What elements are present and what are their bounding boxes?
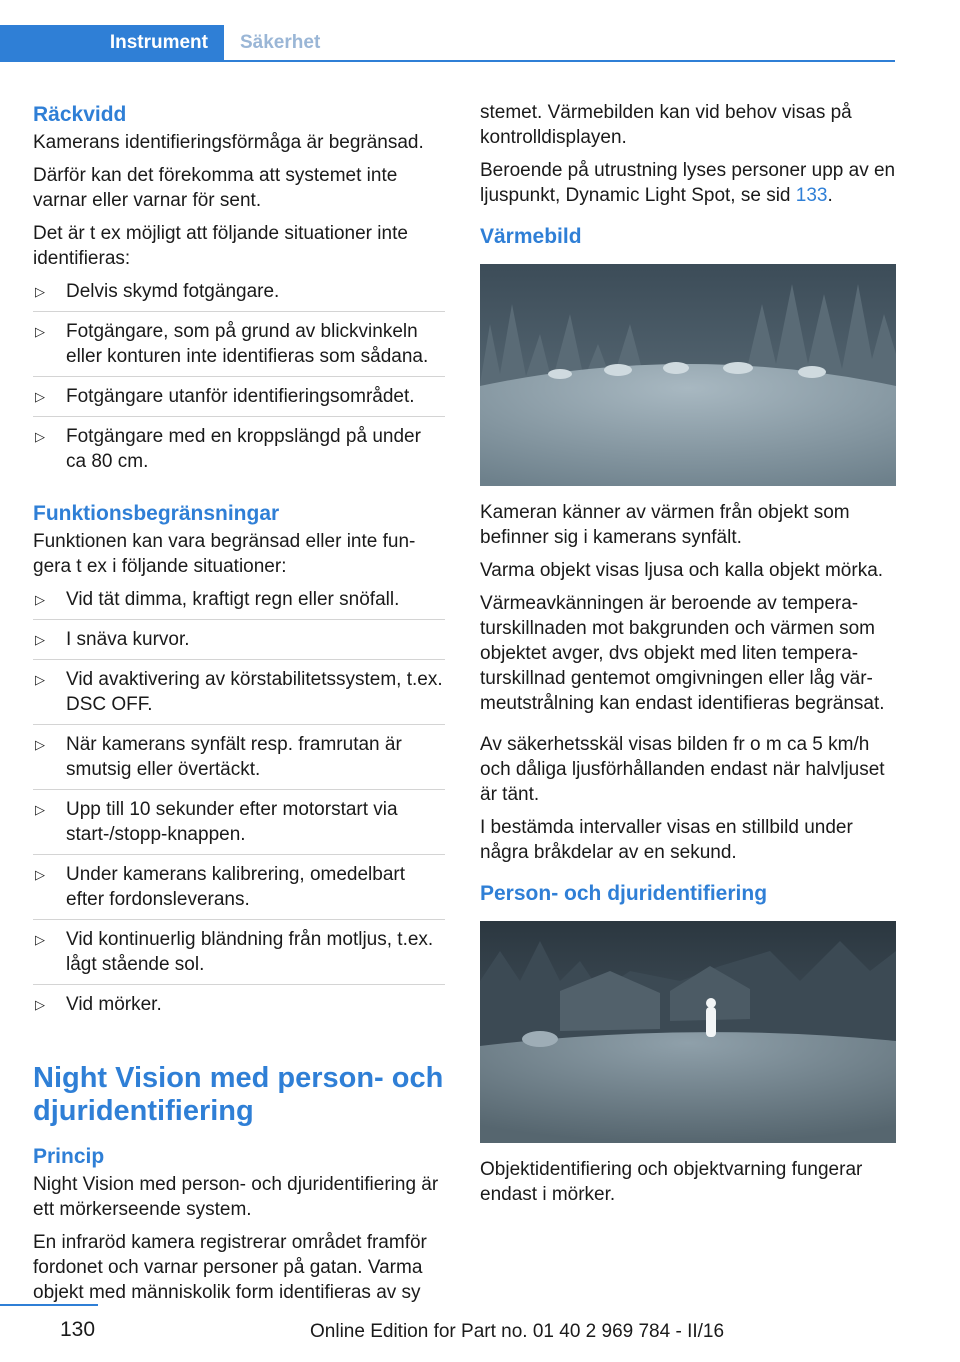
section-title: Night Vision med person- och djuridentifiering — [33, 1062, 444, 1127]
heading-limits: Funktionsbegränsningar — [33, 502, 280, 525]
tab-instrument[interactable] — [0, 25, 224, 61]
thermal-image-animals — [480, 264, 896, 486]
footer-divider — [0, 1304, 98, 1306]
list-item: ▷ När kamerans synfält resp. framrutan är smutsig eller övertäckt. — [33, 732, 445, 790]
triangle-bullet-icon: ▷ — [35, 997, 45, 1012]
thermal-image-pedestrian — [480, 921, 896, 1143]
triangle-bullet-icon: ▷ — [35, 867, 45, 882]
list-item: ▷ Vid avaktivering av körstabilitetssystem, t.ex. DSC OFF. — [33, 667, 445, 725]
heading-detection: Person- och djuridentifiering — [480, 882, 768, 905]
page-number: 130 — [60, 1318, 96, 1341]
list-unidentified — [33, 279, 445, 481]
paragraph: Av säkerhetsskäl visas bilden fr o m ca 5 km/h och dåliga ljusförhållanden endast när halvljuset är tänt. — [480, 734, 885, 805]
heading-thermal: Värmebild — [480, 225, 582, 248]
paragraph: Beroende på utrustning lyses personer upp av en ljuspunkt, Dynamic Light Spot, se sid 133. — [480, 160, 896, 206]
list-item: ▷ I snäva kurvor. — [33, 627, 445, 660]
paragraph: I bestämda intervaller visas en stillbild under några bråkdelar av en sekund. — [480, 817, 853, 863]
tab-instrument-label: Instrument — [109, 32, 208, 53]
list-item: ▷ Fotgängare utanför identifieringsområdet. — [33, 384, 445, 417]
paragraph: Kamerans identifieringsförmåga är begränsad. — [33, 132, 424, 153]
tab-sakerhet[interactable] — [224, 25, 320, 61]
triangle-bullet-icon: ▷ — [35, 632, 45, 647]
list-item: ▷ Upp till 10 sekunder efter motorstart via start-/stopp-knappen. — [33, 797, 445, 855]
edition-footer: Online Edition for Part no. 01 40 2 969 784 - II/16 — [310, 1321, 725, 1342]
list-item: ▷ Under kamerans kalibrering, omedelbart efter fordonsleverans. — [33, 862, 445, 920]
left-column — [33, 100, 445, 1313]
paragraph: Värmeavkänningen är beroende av temperaturskillnaden mot bakgrunden och värmen som objektet avger, dvs objekt med liten temperaturskillnad gentemot omgivningen eller låg värmeutstrålning kan endast identifieras begränsat. — [480, 593, 885, 714]
paragraph: Funktionen kan vara begränsad eller inte fungera t ex i följande situationer: — [33, 531, 416, 577]
triangle-bullet-icon: ▷ — [35, 672, 45, 687]
page-link[interactable]: 133 — [795, 185, 828, 206]
list-item: ▷ Delvis skymd fotgängare. — [33, 279, 445, 312]
triangle-bullet-icon: ▷ — [35, 284, 45, 299]
triangle-bullet-icon: ▷ — [35, 389, 45, 404]
paragraph: Därför kan det förekomma att systemet inte varnar eller varnar för sent. — [33, 165, 398, 211]
tab-sakerhet-label: Säkerhet — [240, 32, 321, 53]
list-limitations — [33, 587, 445, 1024]
heading-range: Räckvidd — [33, 103, 127, 126]
paragraph: En infraröd kamera registrerar området framför fordonet och varnar personer på gatan. Varma objekt med människolik form identifieras av sy — [33, 1232, 427, 1303]
header-divider — [0, 60, 895, 62]
paragraph: Kameran känner av värmen från objekt som befinner sig i kamerans synfält. — [480, 502, 850, 548]
right-column — [480, 100, 896, 1215]
paragraph: Objektidentifiering och objektvarning fungerar endast i mörker. — [480, 1159, 863, 1205]
triangle-bullet-icon: ▷ — [35, 932, 45, 947]
triangle-bullet-icon: ▷ — [35, 429, 45, 444]
list-item: ▷ Vid tät dimma, kraftigt regn eller snöfall. — [33, 587, 445, 620]
list-item: ▷ Fotgängare, som på grund av blickvinkeln eller konturen inte identifieras som sådana. — [33, 319, 445, 377]
paragraph: Night Vision med person- och djuridentifiering är ett mörkerseende system. — [33, 1174, 439, 1220]
list-item: ▷ Fotgängare med en kroppslängd på under ca 80 cm. — [35, 426, 421, 472]
triangle-bullet-icon: ▷ — [35, 324, 45, 339]
triangle-bullet-icon: ▷ — [35, 802, 45, 817]
paragraph: Varma objekt visas ljusa och kalla objekt mörka. — [480, 560, 884, 581]
list-item: ▷ Vid mörker. — [35, 994, 162, 1015]
triangle-bullet-icon: ▷ — [35, 737, 45, 752]
list-item: ▷ Vid kontinuerlig bländning från motljus, t.ex. lågt stående sol. — [33, 927, 445, 985]
heading-principle: Princip — [33, 1145, 105, 1168]
paragraph: stemet. Värmebilden kan vid behov visas på kontrolldisplayen. — [480, 102, 852, 148]
triangle-bullet-icon: ▷ — [35, 592, 45, 607]
paragraph: Det är t ex möjligt att följande situationer inte identifieras: — [33, 223, 408, 269]
